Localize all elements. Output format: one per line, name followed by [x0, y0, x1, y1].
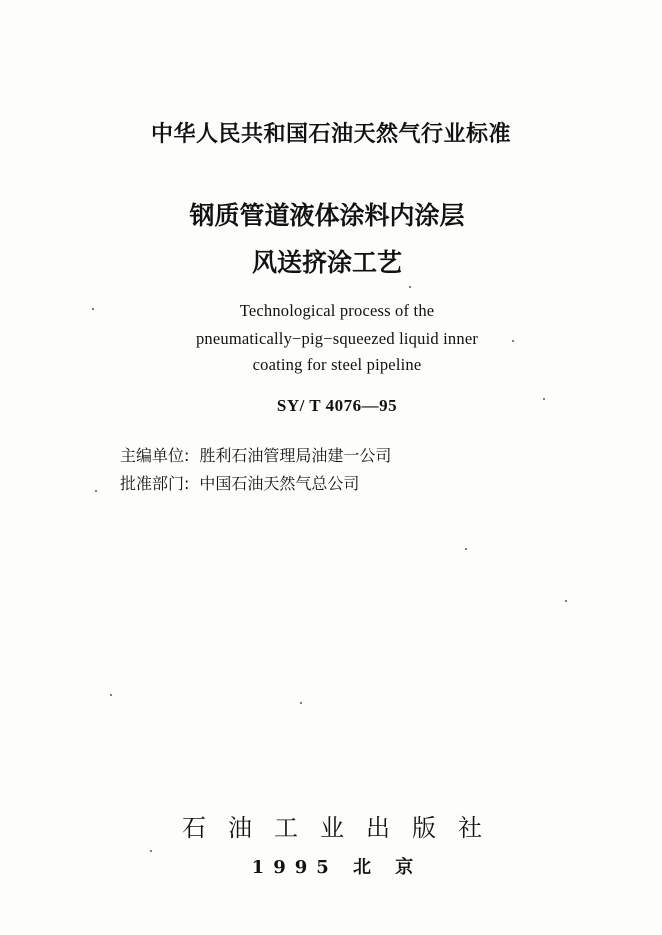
standard-body-heading: 中华人民共和国石油天然气行业标准: [150, 122, 511, 147]
scan-speck: [150, 850, 152, 852]
scan-speck: [409, 286, 411, 288]
title-english-line-3: coating for steel pipeline: [252, 355, 422, 374]
approver-value: 中国石油天然气总公司: [199, 474, 360, 493]
title-english-line-2: pneumatically−pig−squeezed liquid inner: [195, 329, 479, 348]
approver-info: [120, 471, 359, 494]
scan-speck: [465, 548, 467, 550]
approver-label: 批准部门:: [120, 474, 190, 493]
editor-value: 胜利石油管理局油建一公司: [199, 446, 392, 465]
editor-info: [120, 443, 391, 466]
scan-speck: [512, 340, 514, 342]
standard-code: SY/ T 4076—95: [276, 396, 398, 415]
scan-speck: [565, 600, 567, 602]
publisher-name: 石油工业出版社: [182, 814, 504, 842]
scan-speck: [110, 694, 112, 696]
title-chinese-line-1: 钢质管道液体涂料内涂层: [189, 201, 465, 230]
scan-speck: [300, 702, 302, 704]
editor-label: 主编单位:: [120, 446, 190, 465]
scan-speck: [543, 398, 545, 400]
title-chinese-line-2: 风送挤涂工艺: [251, 248, 402, 277]
scan-speck: [95, 490, 97, 492]
publication-year-place: 1995 北 京: [251, 857, 423, 878]
scan-speck: [92, 308, 94, 310]
title-english-line-1: Technological process of the: [239, 301, 435, 320]
